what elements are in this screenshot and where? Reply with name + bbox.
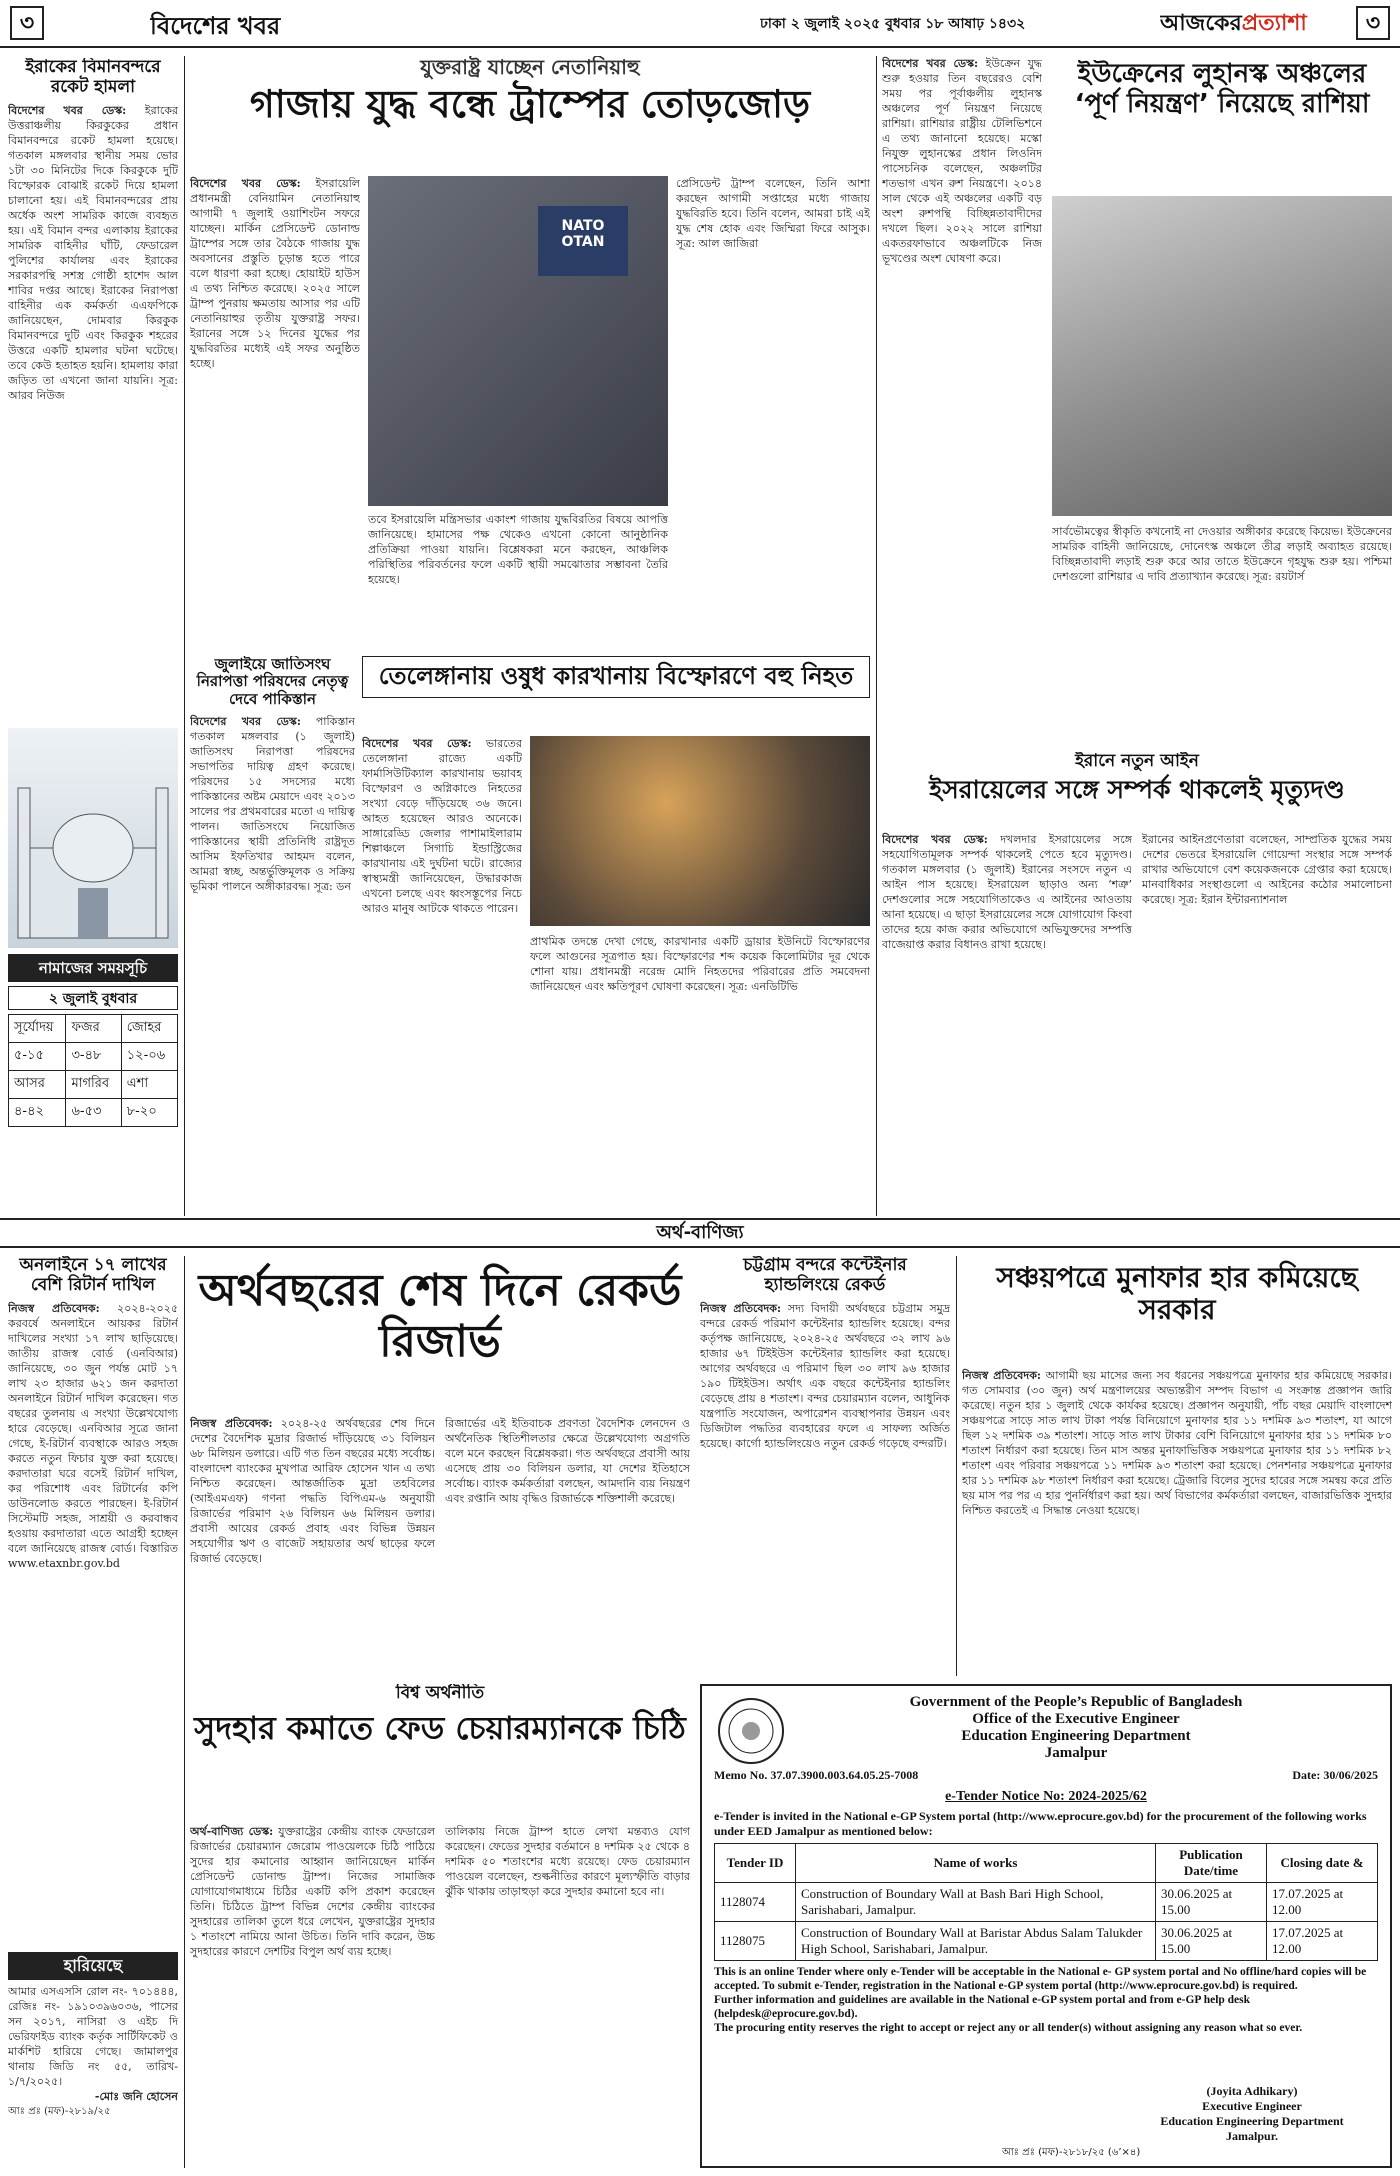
dateline: ঢাকা ২ জুলাই ২০২৫ বুধবার ১৮ আষাঢ় ১৪৩২ <box>760 16 1026 32</box>
tender-gov: Government of the People’s Republic of Bangladesh <box>909 1694 1243 1710</box>
headline: ইরাকের বিমানবন্দরে রকেট হামলা <box>25 58 161 97</box>
section-title: বিদেশের খবর <box>150 12 281 40</box>
headline: অর্থবছরের শেষ দিনে রেকর্ড রিজার্ভ <box>198 1265 682 1367</box>
tender-notice-no: e-Tender Notice No: 2024-2025/62 <box>945 1789 1147 1804</box>
story-body: ইসরায়েলি প্রধানমন্ত্রী বেনিয়ামিন নেতানিয়াহু আগামী ৭ জুলাই ওয়াশিংটন সফরে যাচ্ছেন। মার্কিন প্রেসিডেন্ট ডোনাল্ড ট্রাম্পের সঙ্গে তার বৈঠকে গাজায় যুদ্ধ অবসানের প্রস্তুতি চূড়ান্ত হতে পারে বলে ধারণা করা হচ্ছে। হোয়াইট হাউস এ তথ্য নিশ্চিত করেছে। ২০২৫ সালে ট্রাম্প পুনরায় ক্ষমতায় আসার পর এটি নেতানিয়াহুর তৃতীয় যুক্তরাষ্ট্র সফর। ইরানের সঙ্গে ১২ দিনের যুদ্ধের পর যুদ্ধবিরতির মধ্যেই এই সফর অনুষ্ঠিত হচ্ছে। <box>190 177 360 370</box>
byline: বিদেশের খবর ডেস্ক: <box>8 104 127 118</box>
iran-law-story <box>882 752 1392 1216</box>
byline: বিদেশের খবর ডেস্ক: <box>362 737 472 750</box>
paper-logo <box>1160 6 1350 42</box>
story-body-3: প্রেসিডেন্ট ট্রাম্প বলেছেন, তিনি আশা করছেন আগামী সপ্তাহের মধ্যে গাজায় যুদ্ধবিরতি হবে। তিনি বলেন, আমরা চাই এই যুদ্ধ শেষ হোক এবং জিম্মিরা ফিরে আসুক। সূত্র: আল জাজিরা <box>676 177 870 250</box>
table-row: 1128075 Construction of Boundary Wall at Baristar Abdus Salam Talukder High School, Sarishabari, Jamalpur. 30.06.2025 at 15.00 17.07.2025 at 12.00 <box>715 1922 1378 1961</box>
band-label: অর্থ-বাণিজ্য <box>656 1222 744 1243</box>
story-body: ২০২৪-২০২৫ করবর্ষে অনলাইনে আয়কর রিটার্ন দাখিলের সংখ্যা ১৭ লাখ ছাড়িয়েছে। জাতীয় রাজস্ব বোর্ড (এনবিআর) জানিয়েছে, ৩০ জুন পর্যন্ত মোট ১৭ লাখ ২৩ হাজার ৬২১ জন করদাতা অনলাইনে রিটার্ন দাখিল করেছেন। গত বছরের তুলনায় এ সংখ্যা উল্লেখযোগ্য হারে বেড়েছে। এনবিআর সূত্রে জানা গেছে, ই-রিটার্ন ব্যবস্থাকে আরও সহজ করতে নতুন ফিচার যুক্ত করা হয়েছে। করদাতারা ঘরে বসেই রিটার্ন দাখিল, কর পরিশোধ এবং রিটার্নের কপি ডাউনলোড করতে পারছেন। ই-রিটার্ন সিস্টেমটি সহজ, সাশ্রয়ী ও করবান্ধব হওয়ায় করদাতারা এতে আগ্রহী হচ্ছেন বলে জানিয়েছে রাজস্ব বোর্ড। বিস্তারিত www.etaxnbr.gov.bd <box>8 1302 178 1571</box>
fed-story <box>190 1684 690 2168</box>
online-return-story <box>8 1256 178 1946</box>
byline: বিদেশের খবর ডেস্ক: <box>882 57 979 70</box>
gov-seal-icon <box>716 1696 786 1766</box>
story-body: সদ্য বিদায়ী অর্থবছরে চট্টগ্রাম সমুদ্র বন্দরে রেকর্ড পরিমাণ কন্টেইনার হ্যান্ডলিং হয়েছে। বন্দর কর্তৃপক্ষ জানিয়েছে, ২০২৪-২৫ অর্থবছরে ৩২ লাখ ৯৬ হাজার ৬৭ টিইইউস কন্টেইনার হ্যান্ডলিং করা হয়েছে। আগের অর্থবছরে এ পরিমাণ ছিল ৩০ লাখ ৯৬ হাজার ১৯০ টিইইউস। অর্থাৎ এক বছরে কন্টেইনার হ্যান্ডলিং বেড়েছে প্রায় ৪ শতাংশ। বন্দর চেয়ারম্যান বলেন, আধুনিক যন্ত্রপাতি সংযোজন, অপারেশন ব্যবস্থাপনার উন্নয়ন এবং ডিজিটাল পদ্ধতির ব্যবহারের ফলে এ সাফল্য অর্জিত হয়েছে। কার্গো হ্যান্ডলিংয়েও নতুন রেকর্ড গড়েছে বন্দরটি। <box>700 1302 950 1451</box>
signer-name: (Joyita Adhikary) <box>1206 2084 1298 2098</box>
byline: নিজস্ব প্রতিবেদক: <box>700 1302 782 1316</box>
table-row: ৫-১৫ ৩-৪৮ ১২-০৬ <box>9 1043 178 1071</box>
telangana-story <box>362 656 870 1216</box>
chattogram-story <box>700 1256 950 1676</box>
netanyahu-story <box>190 56 870 646</box>
nato-text: NATO <box>561 218 605 234</box>
byline: নিজস্ব প্রতিবেদক: <box>8 1302 100 1316</box>
lost-code: আঃ প্রঃ (মফ)-২৮১৯/২৫ <box>8 2106 111 2117</box>
headline: সুদহার কমাতে ফেড চেয়ারম্যানকে চিঠি <box>194 1708 686 1747</box>
byline: নিজস্ব প্রতিবেদক: <box>962 1369 1041 1382</box>
byline: বিদেশের খবর ডেস্ক: <box>190 177 301 190</box>
mosque-icon <box>8 728 178 948</box>
story-body: যুক্তরাষ্ট্রের কেন্দ্রীয় ব্যাংক ফেডারেল রিজার্ভের চেয়ারম্যান জেরোম পাওয়েলকে চিঠি পাঠিয়ে সুদের হার কমানোর আহ্বান জানিয়েছেন মার্কিন প্রেসিডেন্ট ডোনাল্ড ট্রাম্প। নিজের সামাজিক যোগাযোগমাধ্যমে চিঠির একটি কপি প্রকাশ করেছেন তিনি। চিঠিতে ট্রাম্প বিভিন্ন দেশের কেন্দ্রীয় ব্যাংকের সুদহারের তালিকা তুলে ধরে লেখেন, যুক্তরাষ্ট্রের সুদহার ১ শতাংশে নামিয়ে আনা উচিত। তিনি দাবি করেন, উচ্চ সুদহারের কারণে দেশটির বিপুল অর্থ ব্যয় হচ্ছে। <box>190 1825 435 1958</box>
iraq-airport-story <box>8 58 178 718</box>
tender-dept: Education Engineering Department <box>961 1728 1191 1744</box>
tender-office: Office of the Executive Engineer <box>972 1711 1180 1727</box>
masthead <box>0 0 1400 48</box>
story-body: পাকিস্তান গতকাল মঙ্গলবার (১ জুলাই) জাতিসংঘ নিরাপত্তা পরিষদের সভাপতির দায়িত্ব গ্রহণ করেছে। পরিষদের ১৫ সদস্যের মধ্যে পাকিস্তানের অষ্টম মেয়াদে এবং ২০১৩ সালের পর প্রথমবারের মতো এ দায়িত্ব পালন। জাতিসংঘে নিয়োজিত পাকিস্তানের স্থায়ী প্রতিনিধি রাষ্ট্রদূত আসিম ইফতিখার আহমদ বলেন, আমরা স্বচ্ছ, অন্তর্ভুক্তিমূলক ও সক্রিয় ভূমিকা পালনে অঙ্গীকারবদ্ধ। সূত্র: ডন <box>190 714 355 893</box>
sanchaypatra-story <box>962 1256 1392 1676</box>
signer-dept: Education Engineering Department <box>1160 2114 1344 2128</box>
headline: ইউক্রেনের লুহানস্ক অঞ্চলের ‘পূর্ণ নিয়ন্ত্রণ’ নিয়েছে রাশিয়া <box>1074 60 1370 119</box>
prayer-times <box>8 728 178 1208</box>
kicker: যুক্তরাষ্ট্র যাচ্ছেন নেতানিয়াহু <box>420 56 640 79</box>
tender-notice <box>700 1684 1392 2168</box>
nato-sign <box>538 206 628 276</box>
kicker: জুলাইয়ে জাতিসংঘ নিরাপত্তা পরিষদের নেতৃত্ব দেবে পাকিস্তান <box>196 656 349 708</box>
story-body: আগামী ছয় মাসের জন্য সব ধরনের সঞ্চয়পত্রে মুনাফার হার কমিয়েছে সরকার। গত সোমবার (৩০ জুন) অর্থ মন্ত্রণালয়ের অভ্যন্তরীণ সম্পদ বিভাগ এ সংক্রান্ত প্রজ্ঞাপন জারি করেছে। নতুন হার ১ জুলাই থেকে কার্যকর হয়েছে। প্রজ্ঞাপন অনুযায়ী, পাঁচ বছর মেয়াদি বাংলাদেশ সঞ্চয়পত্রে সাড়ে সাত লাখ টাকা পর্যন্ত বিনিয়োগে মুনাফার হার ১১ দশমিক ৯৩ শতাংশ, যা আগে ছিল ১২ দশমিক ৩৯ শতাংশ। সাড়ে সাত লাখ টাকার বেশি বিনিয়োগে মুনাফার হার ১১ দশমিক ৮০ শতাংশ নির্ধারণ করা হয়েছে। তিন মাস অন্তর মুনাফাভিত্তিক সঞ্চয়পত্রে মুনাফার হার ১১ দশমিক ৮২ শতাংশ এবং পরিবার সঞ্চয়পত্রে ১১ দশমিক ৯৩ শতাংশ করা হয়েছে। পেনশনার সঞ্চয়পত্রে মুনাফার হার ১১ দশমিক ৯৮ শতাংশ নির্ধারণ করা হয়েছে। ট্রেজারি বিলের সুদের হারের সঙ্গে সমন্বয় করে প্রতি ছয় মাস পর পর এ হার পুনর্নির্ধারণ করা হয়। অর্থ বিভাগের কর্মকর্তারা বলছেন, বাজারভিত্তিক সুদহার নিশ্চিত করতেই এ সিদ্ধান্ত নেওয়া হয়েছে। <box>962 1369 1392 1517</box>
page-number-left: ৩ <box>10 6 44 40</box>
kicker: চট্টগ্রাম বন্দরে কন্টেইনার <box>743 1256 907 1275</box>
headline: সঞ্চয়পত্রে মুনাফার হার কমিয়েছে সরকার <box>996 1261 1358 1327</box>
pakistan-story <box>190 656 355 1216</box>
byline: অর্থ-বাণিজ্য ডেস্ক: <box>190 1825 274 1838</box>
factory-fire-photo <box>530 736 870 926</box>
mosque-illustration <box>8 728 178 948</box>
story-body: ইউক্রেন যুদ্ধ শুরু হওয়ার তিন বছরেরও বেশি সময় পর পূর্বাঞ্চলীয় লুহানস্ক অঞ্চলের পূর্ণ নিয়ন্ত্রণ নিয়েছে রাশিয়া। রাশিয়ার রাষ্ট্রীয় টেলিভিশনে এ তথ্য জানানো হয়েছে। মস্কো নিযুক্ত লুহানস্কের প্রধান লিওনিদ পাসেচনিক বলেছেন, অঞ্চলটির শতভাগ এখন রুশ নিয়ন্ত্রণে। ২০১৪ সাল থেকে এই অঞ্চলের একটি বড় অংশ রুশপন্থি বিচ্ছিন্নতাবাদীদের দখলে ছিল। ২০২২ সালে রাশিয়া একতরফাভাবে অঞ্চলটিকে নিজ ভূখণ্ডের অংশ ঘোষণা করে। <box>882 57 1042 265</box>
table-row: 1128074 Construction of Boundary Wall at Bash Bari High School, Sarishabari, Jamalpur. 30.06.2025 at 15.00 17.07.2025 at 12.00 <box>715 1883 1378 1922</box>
story-body-2: তালিকায় নিজে ট্রাম্প হাতে লেখা মন্তব্যও যোগ করেছেন। ফেডের সুদহার বর্তমানে ৪ দশমিক ২৫ থেকে ৪ দশমিক ৫০ শতাংশের মধ্যে রয়েছে। ফেড চেয়ারম্যান পাওয়েল বলেছেন, শুল্কনীতির কারণে মূল্যস্ফীতি বাড়ার ঝুঁকি থাকায় তাড়াহুড়া করে সুদহার কমানো হবে না। <box>445 1825 690 1898</box>
headline: অনলাইনে ১৭ লাখের বেশি রিটার্ন দাখিল <box>19 1256 167 1295</box>
paper-logo-a: আজকের <box>1160 11 1242 36</box>
lost-notice <box>8 1952 178 2168</box>
tender-memo: Memo No. 37.07.3900.003.64.05.25-7008 <box>714 1768 919 1782</box>
table-row: আসর মাগরিব এশা <box>9 1071 178 1099</box>
story-body-2: সার্বভৌমত্বের স্বীকৃতি কখনোই না দেওয়ার অঙ্গীকার করেছে কিয়েভ। ইউক্রেনের সামরিক বাহিনী জানিয়েছে, দোনেৎস্ক অঞ্চলে তীব্র লড়াই অব্যাহত রয়েছে। বিচ্ছিন্নতাবাদী লড়াই শুরু করে আর তাতে ইউক্রেনে গৃহযুদ্ধ শুরু হয়। পশ্চিমা দেশগুলো রাশিয়ার এ দাবি প্রত্যাখ্যান করেছে। সূত্র: রয়টার্স <box>1052 525 1392 583</box>
tender-p2: Further information and guidelines are available in the National e-GP system portal and from e-GP help desk (helpdesk@eprocure.gov.bd). <box>714 1994 1251 2020</box>
prayer-title: নামাজের সময়সূচি <box>8 954 178 982</box>
byline: বিদেশের খবর ডেস্ক: <box>882 833 988 846</box>
signature-block <box>1132 2084 1372 2144</box>
ad-code: আঃ প্রঃ (মফ)-২৮১৮/২৫ (৬’×৪) <box>1002 2147 1141 2158</box>
byline: বিদেশের খবর ডেস্ক: <box>190 714 301 728</box>
economy-section-band <box>0 1218 1400 1248</box>
kicker: ইরানে নতুন আইন <box>1075 752 1199 771</box>
trump-photo <box>368 176 668 506</box>
prayer-date: ২ জুলাই বুধবার <box>8 986 178 1010</box>
kicker: বিশ্ব অর্থনীতি <box>395 1684 485 1703</box>
story-body-2: ইরানের আইনপ্রণেতারা বলেছেন, সাম্প্রতিক যুদ্ধের সময় দেশের ভেতরে ইসরায়েলি গোয়েন্দা সংস্থার সঙ্গে সম্পর্ক রাখার অভিযোগে বেশ কয়েকজনকে গ্রেপ্তার করা হয়েছে। মানবাধিকার সংস্থাগুলো এ আইনের কঠোর সমালোচনা করেছে। সূত্র: ইরান ইন্টারন্যাশনাল <box>1142 833 1392 906</box>
lost-body: আমার এসএসসি রোল নং- ৭০১৪৪৪, রেজিঃ নং- ১৯১০৩৯৬০৩৬, পাসের সন ২০১৭, নাসিরা ও এইচ দি ভেরিফাইড ব্যাংক কর্তৃক সার্টিফিকেট ও মার্কশিট হারিয়ে গেছে। জামালপুর থানায় জিডি নং ৫৫, তারিখ- ১/৭/২০২৫। <box>8 1985 178 2088</box>
story-body-2: রিজার্ভের এই ইতিবাচক প্রবণতা বৈদেশিক লেনদেন ও অর্থনৈতিক স্থিতিশীলতার ক্ষেত্রে উল্লেখযোগ্য অগ্রগতি বলে মনে করছেন বিশ্লেষকরা। গত অর্থবছরে প্রবাসী আয় এসেছে প্রায় ৩০ বিলিয়ন ডলার, যা দেশের ইতিহাসে সর্বোচ্চ। ব্যাংক কর্মকর্তারা বলছেন, আমদানি ব্যয় নিয়ন্ত্রণ এবং রপ্তানি আয় বৃদ্ধিও রিজার্ভকে শক্তিশালী করেছে। <box>445 1417 690 1505</box>
headline: হ্যান্ডলিংয়ে রেকর্ড <box>764 1274 886 1295</box>
story-body-2: তবে ইসরায়েলি মন্ত্রিসভার একাংশ গাজায় যুদ্ধবিরতির বিষয়ে আপত্তি জানিয়েছে। হামাসের পক্ষ থেকেও এখনো কোনো আনুষ্ঠানিক প্রতিক্রিয়া পাওয়া যায়নি। বিশ্লেষকরা মনে করছেন, আঞ্চলিক পরিস্থিতির পরিবর্তনের ফলে একটি স্থায়ী সমঝোতার সম্ভাবনা তৈরি হয়েছে। <box>368 513 668 586</box>
story-body: ২০২৪-২৫ অর্থবছরের শেষ দিনে দেশের বৈদেশিক মুদ্রার রিজার্ভ দাঁড়িয়েছে ৩১ বিলিয়ন ৬৮ মিলিয়ন ডলারে। এটি গত তিন বছরের মধ্যে সর্বোচ্চ। বাংলাদেশ ব্যাংকের মুখপাত্র আরিফ হোসেন খান এ তথ্য নিশ্চিত করেছেন। আন্তর্জাতিক মুদ্রা তহবিলের (আইএমএফ) গণনা পদ্ধতি বিপিএম-৬ অনুযায়ী রিজার্ভের পরিমাণ ২৬ বিলিয়ন ৬৬ মিলিয়ন ডলার। প্রবাসী আয়ের রেকর্ড প্রবাহ এবং বিভিন্ন উন্নয়ন সহযোগীর ঋণ ও বাজেট সহায়তার অর্থ ছাড়ের ফলে রিজার্ভ বেড়েছে। <box>190 1417 435 1565</box>
tender-p1: This is an online Tender where only e-Tender will be acceptable in the National e- GP system portal and No offline/hard copies will be accepted. To submit e-Tender, registration in the National e-GP system portal (http://www.eprocure.gov.bd) is required. <box>714 1966 1367 1992</box>
page-number: ৩ <box>1356 6 1390 40</box>
table-row: সূর্যোদয় ফজর জোহর <box>9 1015 178 1043</box>
lost-title: হারিয়েছে <box>8 1952 178 1980</box>
table-row: Tender ID Name of works Publication Date/time Closing date & <box>715 1844 1378 1883</box>
tender-place: Jamalpur <box>1044 1745 1108 1761</box>
story-body: ভারতের তেলেঙ্গানা রাজ্যে একটি ফার্মাসিউটিক্যাল কারখানায় ভয়াবহ বিস্ফোরণ ও অগ্নিকাণ্ডে নিহতের সংখ্যা বেড়ে দাঁড়িয়েছে ৩৬ জনে। আহত হয়েছেন আরও অনেকে। সাঙ্গারেড্ডি জেলার পাশামাইলারাম শিল্পাঞ্চলে সিগাচি ইন্ডাস্ট্রিজের কারখানায় এই দুর্ঘটনা ঘটে। রাজ্যের স্বাস্থ্যমন্ত্রী জানিয়েছেন, উদ্ধারকাজ এখনো চলছে এবং ধ্বংসস্তূপের নিচে আরও মানুষ আটকে থাকতে পারেন। <box>362 737 522 915</box>
signer-place: Jamalpur. <box>1226 2129 1278 2143</box>
table-row: ৪-৪২ ৬-৫৩ ৮-২০ <box>9 1099 178 1127</box>
otan-text: OTAN <box>561 234 605 250</box>
tender-p3: The procuring entity reserves the right to accept or reject any or all tender(s) without assigning any reason what so ever. <box>714 2022 1303 2034</box>
tender-date: Date: 30/06/2025 <box>1292 1768 1378 1782</box>
tender-table <box>714 1843 1378 1961</box>
signer-title: Executive Engineer <box>1202 2099 1302 2113</box>
prayer-table <box>8 1014 178 1127</box>
story-body: ইরাকের উত্তরাঞ্চলীয় কিরকুকের প্রধান বিমানবন্দরে রকেট হামলা হয়েছে। গতকাল মঙ্গলবার স্থানীয় সময় ভোর ১টা ৩০ মিনিটের দিকে কিরকুকে দুটি বিস্ফোরক বোঝাই রকেট দিয়ে হামলা চালানো হয়। এই বিমানবন্দরের প্রায় অর্ধেক অংশ সামরিক কাজে ব্যবহৃত হয়। এই বিমান বন্দর এলাকায় ইরাকের সামরিক বাহিনীর ঘাঁটি, ফেডারেল পুলিশের কার্যালয় এবং ইরাকের সরকারপন্থি সশস্ত্র গোষ্ঠী হাশেদ আল শাবির দপ্তর আছে। ইরাকের নিরাপত্তা বাহিনীর এক কর্মকর্তা এএফপিকে জানিয়েছেন, দোমবার কিরকুক বিমানবন্দরে দুটি এবং কিরকুক শহরের উত্তরে একটি হামলার ঘটনা ঘটেছে। তবে কেউ হতাহত হয়নি। হামলায় কারা জড়িত তা এখনো জানা যায়নি। সূত্র: আরব নিউজ <box>8 104 178 403</box>
story-body-2: প্রাথমিক তদন্তে দেখা গেছে, কারখানার একটি ড্রায়ার ইউনিটে বিস্ফোরণের ফলে আগুনের সূত্রপাত হয়। বিস্ফোরণের শব্দ কয়েক কিলোমিটার দূর থেকে শোনা যায়। প্রধানমন্ত্রী নরেন্দ্র মোদি নিহতদের পরিবারের প্রতি সমবেদনা জানিয়েছেন এবং ক্ষতিপূরণ ঘোষণা করেছেন। সূত্র: এনডিটিভি <box>530 935 870 993</box>
lost-sign: -মোঃ জনি হোসেন <box>94 2090 178 2103</box>
ukraine-story <box>882 56 1392 746</box>
headline: ইসরায়েলের সঙ্গে সম্পর্ক থাকলেই মৃত্যুদণ্ড <box>929 774 1345 804</box>
byline: নিজস্ব প্রতিবেদক: <box>190 1417 273 1430</box>
tender-intro: e-Tender is invited in the National e-GP System portal (http://www.eprocure.gov.bd) for the procurement of the following works under EED Jamalpur as mentioned below: <box>714 1809 1367 1838</box>
ruined-building-photo <box>1052 196 1392 516</box>
reserve-story <box>190 1256 690 1676</box>
headline: গাজায় যুদ্ধ বন্ধে ট্রাম্পের তোড়জোড় <box>249 82 811 126</box>
paper-logo-b: প্রত্যাশা <box>1241 11 1307 36</box>
story-body: দখলদার ইসরায়েলের সঙ্গে সহযোগিতামূলক সম্পর্ক থাকলেই পেতে হবে মৃত্যুদণ্ড। গতকাল মঙ্গলবার (১ জুলাই) ইরানের সংসদে নতুন এ আইন পাস হয়েছে। ইসরায়েল ছাড়াও অন্য ‘শত্রু’ দেশগুলোর সঙ্গে সহযোগিতাকেও এ আইনের আওতায় আনা হয়েছে। এ ছাড়া ইসরায়েলের সঙ্গে যোগাযোগ কিংবা তাদের হয়ে কাজ করার অভিযোগে অভিযুক্তদের সম্পত্তি বাজেয়াপ্ত করার বিধানও রাখা হয়েছে। <box>882 833 1132 951</box>
headline: তেলেঙ্গানায় ওষুধ কারখানায় বিস্ফোরণে বহু নিহত <box>362 656 870 698</box>
